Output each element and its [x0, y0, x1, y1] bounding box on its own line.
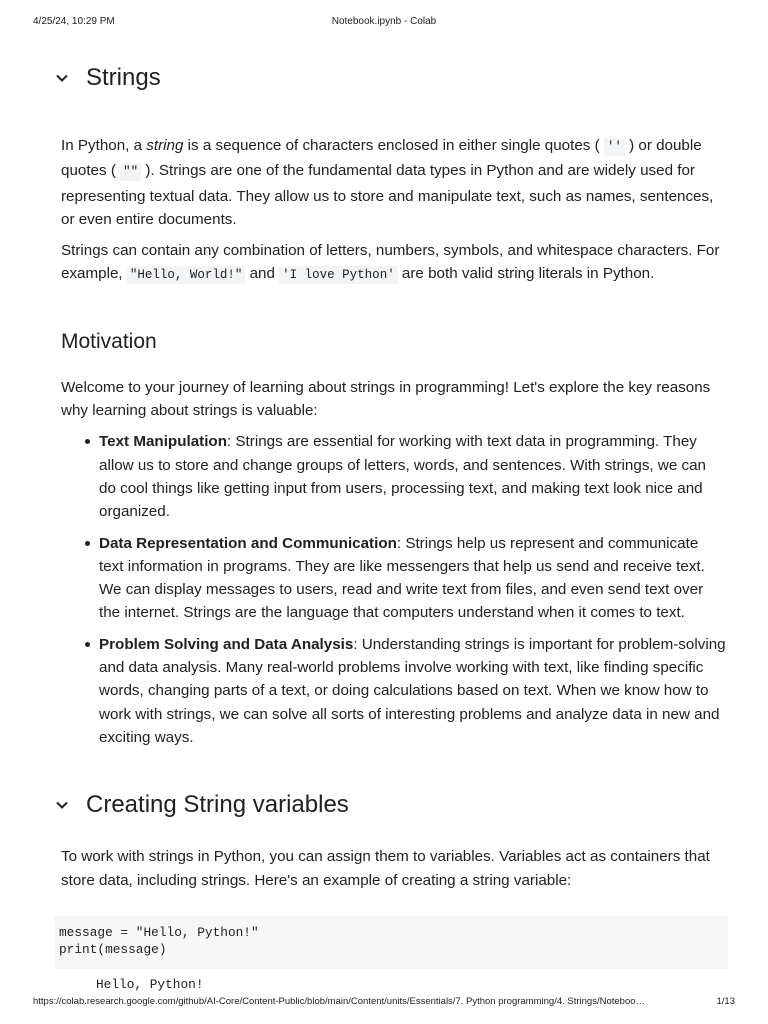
text-segment: and — [245, 265, 280, 283]
motivation-text-cell — [0, 376, 768, 749]
text-segment: are both valid string literals in Python. — [397, 265, 655, 283]
notebook-content — [0, 56, 768, 993]
print-footer — [33, 996, 735, 1010]
text-segment: Strings can contain any combination of letters, numbers, symbols, and whitespace characters. For example, — [61, 242, 720, 283]
section-title: Creating String variables — [86, 791, 349, 819]
motivation-heading: Motivation — [61, 329, 157, 353]
list-item-title: Problem Solving and Data Analysis — [99, 635, 354, 653]
bullet-icon — [85, 541, 90, 546]
section-heading-strings — [0, 56, 768, 104]
list-item — [99, 633, 726, 749]
section-title: Strings — [86, 64, 161, 91]
print-datetime: 4/25/24, 10:29 PM — [33, 16, 115, 27]
print-url: https://colab.research.google.com/github/AI-Core/Content-Public/blob/main/Content/units/Essentials/7. Python programming/4. Strings/Noteboo… — [33, 996, 646, 1007]
term-string: string — [146, 137, 184, 154]
strings-examples-paragraph — [61, 239, 726, 288]
code-example-1: "Hello, World!" — [127, 266, 246, 284]
creating-text-cell — [0, 845, 768, 892]
list-item-text: : Strings help us represent and communicate text information in programs. They are like messengers that help us send and receive text. We can display messages to users, read and write text from files, and even send text over the internet. Strings are the language that computers understand when it comes to text. — [99, 534, 705, 622]
print-title: Notebook.ipynb - Colab — [331, 16, 437, 27]
bullet-icon — [85, 642, 90, 647]
code-line: print(message) — [59, 942, 167, 958]
page-number: 1/13 — [716, 996, 735, 1007]
code-double-quotes: "" — [120, 163, 141, 181]
code-example-2: 'I love Python' — [279, 266, 398, 284]
section-heading-creating — [0, 783, 768, 831]
motivation-list — [61, 430, 726, 749]
bullet-icon — [85, 439, 90, 444]
text-segment: ). Strings are one of the fundamental data types in Python and are widely used for representing textual data. They allow us to store and manipulate text, such as names, sentences, or even entire documents. — [61, 162, 714, 228]
code-cell[interactable] — [54, 916, 728, 969]
code-line: message = "Hello, Python!" — [59, 924, 259, 940]
strings-intro-paragraph — [61, 134, 726, 231]
print-header — [33, 16, 735, 30]
motivation-intro: Welcome to your journey of learning about strings in programming! Let's explore the key reasons why learning about strings is valuable: — [61, 378, 711, 420]
text-segment: ) or double quotes ( — [61, 137, 702, 180]
list-item-text: : Understanding strings is important for problem-solving and data analysis. Many real-world problems involve working with text, like finding specific words, changing parts of a text, or doing calculations based on text. When we know how to work with strings, we can solve all sorts of interesting problems and analyze data in new and exciting ways. — [99, 635, 726, 746]
list-item-title: Data Representation and Communication — [99, 534, 397, 552]
chevron-down-icon[interactable] — [52, 795, 72, 815]
text-segment: is a sequence of characters enclosed in either single quotes ( — [183, 137, 604, 154]
chevron-down-icon[interactable] — [52, 68, 72, 88]
code-output: Hello, Python! — [96, 976, 204, 992]
list-item — [99, 430, 726, 523]
code-single-quotes: '' — [604, 138, 625, 156]
text-segment: In Python, a — [61, 137, 147, 154]
list-item — [99, 532, 726, 625]
strings-text-cell — [0, 134, 768, 288]
creating-intro: To work with strings in Python, you can assign them to variables. Variables act as containers that store data, including strings. Here's an example of creating a string variable: — [61, 848, 710, 889]
list-item-title: Text Manipulation — [99, 433, 227, 451]
list-item-text: : Strings are essential for working with text data in programming. They allow us to store and change groups of letters, words, and sentences. With strings, we can do cool things like getting input from users, processing text, and making text look nice and organized. — [99, 433, 706, 521]
